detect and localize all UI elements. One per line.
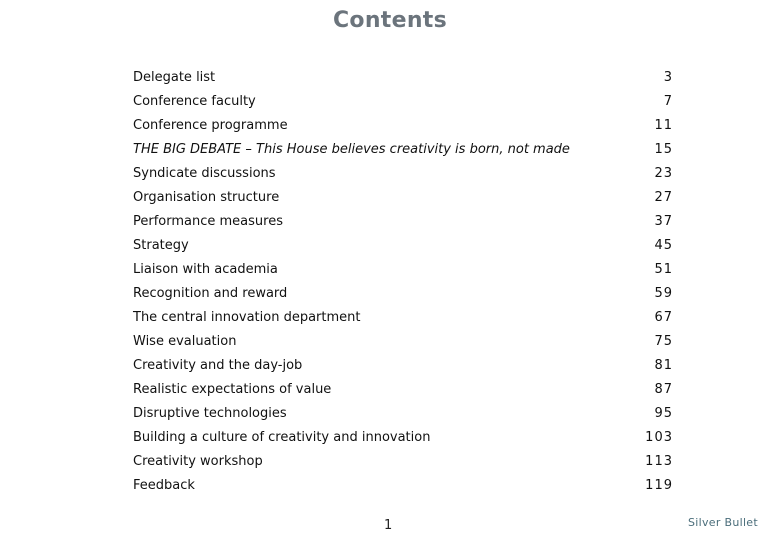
toc-entry-page: 95 bbox=[654, 406, 673, 421]
toc-entry-label: The central innovation department bbox=[133, 310, 361, 325]
toc-entry-page: 119 bbox=[645, 478, 673, 493]
toc-entry bbox=[133, 210, 673, 234]
toc-entry-label: Syndicate discussions bbox=[133, 166, 276, 181]
toc-entry-label: Disruptive technologies bbox=[133, 406, 287, 421]
toc-entry-page: 75 bbox=[654, 334, 673, 349]
toc-entry-page: 23 bbox=[654, 166, 673, 181]
toc-entry-label: Conference programme bbox=[133, 118, 288, 133]
toc-entry-label: Delegate list bbox=[133, 70, 216, 85]
toc-entry bbox=[133, 186, 673, 210]
toc-entry-page: 7 bbox=[663, 94, 673, 109]
toc-entry-page: 81 bbox=[654, 358, 673, 373]
toc-entry bbox=[133, 306, 673, 330]
toc-entry bbox=[133, 474, 673, 498]
toc-entry bbox=[133, 282, 673, 306]
toc-entry-page: 11 bbox=[654, 118, 673, 133]
toc-entry bbox=[133, 138, 673, 162]
toc-entry-label: Liaison with academia bbox=[133, 262, 278, 277]
toc-entry-label: THE BIG DEBATE – This House believes creativity is born, not made bbox=[133, 142, 570, 157]
page-number: 1 bbox=[384, 518, 393, 533]
toc-entry bbox=[133, 354, 673, 378]
toc-entry bbox=[133, 426, 673, 450]
toc-entry bbox=[133, 258, 673, 282]
toc-entry bbox=[133, 450, 673, 474]
toc-entry-label: Feedback bbox=[133, 478, 195, 493]
toc-entry-label: Creativity and the day-job bbox=[133, 358, 303, 373]
toc-entry bbox=[133, 402, 673, 426]
toc-entry-label: Conference faculty bbox=[133, 94, 256, 109]
toc-entry-page: 51 bbox=[654, 262, 673, 277]
toc-entry-label: Recognition and reward bbox=[133, 286, 288, 301]
toc-entry bbox=[133, 330, 673, 354]
toc-entry-label: Organisation structure bbox=[133, 190, 280, 205]
toc-entry-page: 113 bbox=[645, 454, 673, 469]
brand-footer: Silver Bullet bbox=[687, 516, 758, 529]
table-of-contents bbox=[133, 66, 673, 498]
toc-entry-label: Realistic expectations of value bbox=[133, 382, 332, 397]
toc-entry-label: Wise evaluation bbox=[133, 334, 237, 349]
toc-entry bbox=[133, 66, 673, 90]
toc-entry bbox=[133, 90, 673, 114]
page-title: Contents bbox=[332, 8, 448, 33]
toc-entry bbox=[133, 234, 673, 258]
toc-entry-page: 103 bbox=[645, 430, 673, 445]
toc-entry-label: Creativity workshop bbox=[133, 454, 263, 469]
toc-entry-page: 27 bbox=[654, 190, 673, 205]
toc-entry-page: 37 bbox=[654, 214, 673, 229]
toc-entry-page: 3 bbox=[663, 70, 673, 85]
toc-entry-page: 59 bbox=[654, 286, 673, 301]
toc-entry-label: Performance measures bbox=[133, 214, 283, 229]
toc-entry-label: Building a culture of creativity and innovation bbox=[133, 430, 431, 445]
toc-entry bbox=[133, 162, 673, 186]
toc-entry-page: 15 bbox=[654, 142, 673, 157]
toc-entry-label: Strategy bbox=[133, 238, 189, 253]
toc-entry bbox=[133, 114, 673, 138]
toc-entry-page: 45 bbox=[654, 238, 673, 253]
toc-entry bbox=[133, 378, 673, 402]
toc-entry-page: 67 bbox=[654, 310, 673, 325]
toc-entry-page: 87 bbox=[654, 382, 673, 397]
